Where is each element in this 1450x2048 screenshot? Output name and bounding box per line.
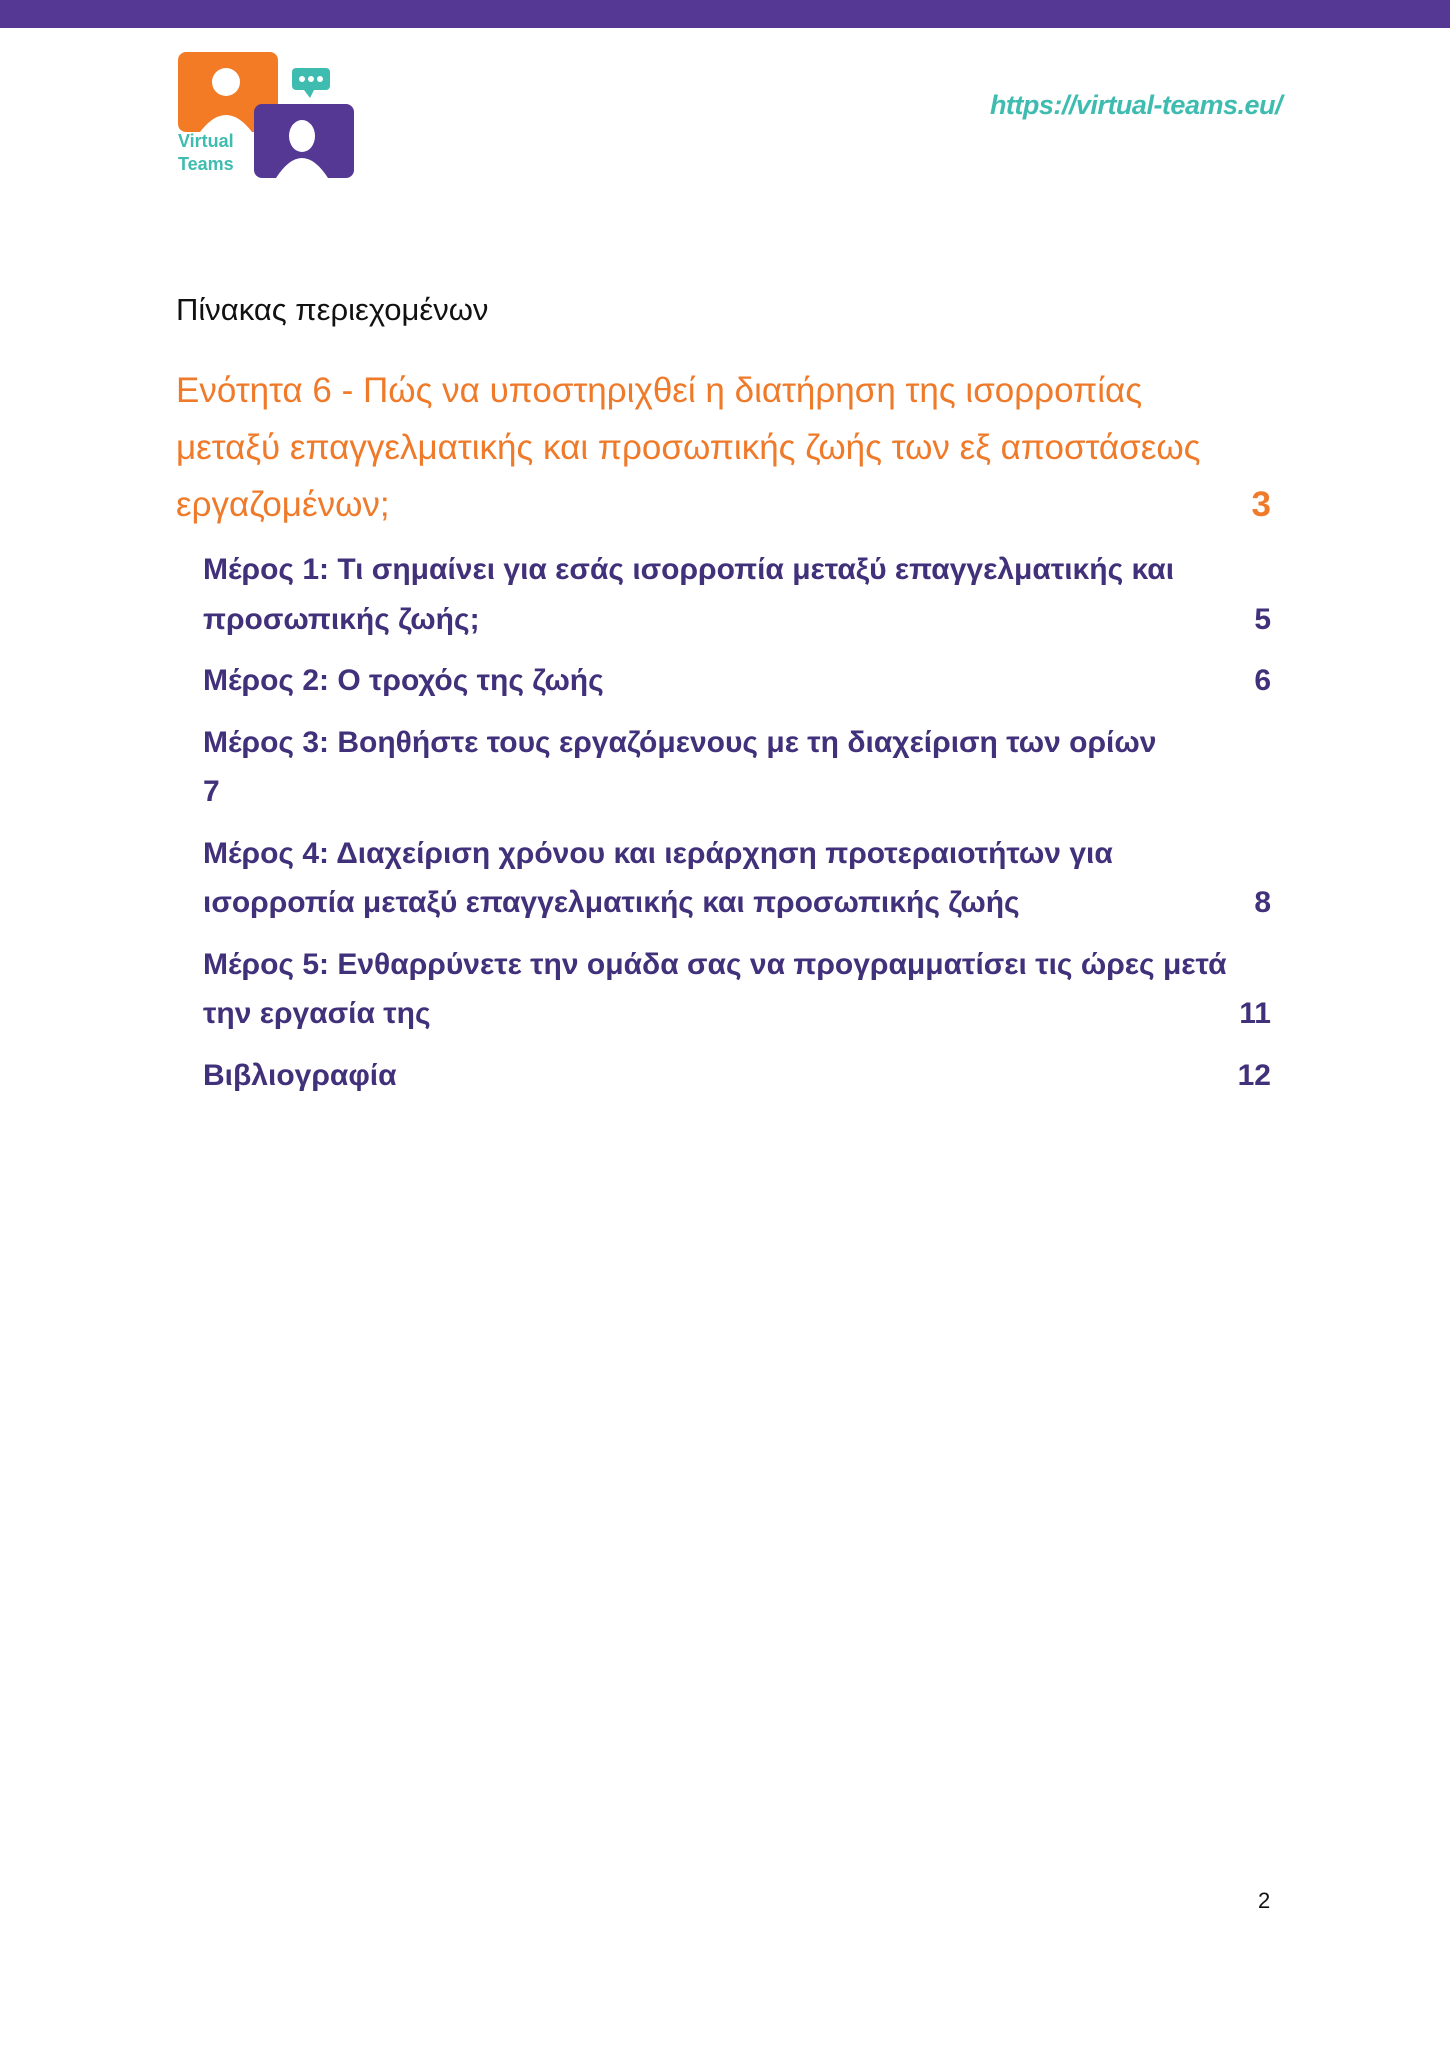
toc-entry-text: Μέρος 5: Ενθαρρύνετε την ομάδα σας να προγραμματίσει τις ώρες μετά την εργασία της xyxy=(203,947,1227,1030)
virtual-teams-logo xyxy=(178,52,354,178)
toc-title: Πίνακας περιεχομένων xyxy=(176,292,489,327)
toc-entry[interactable] xyxy=(203,1051,1271,1101)
table-of-contents xyxy=(176,362,1271,1100)
toc-page-number: 3 xyxy=(1251,485,1271,524)
toc-entry-text: Μέρος 4: Διαχείριση χρόνου και ιεράρχηση προτεραιοτήτων για ισορροπία μεταξύ επαγγελματικής και προσωπικής ζωής xyxy=(203,836,1113,919)
page-number: 2 xyxy=(1258,1888,1271,1913)
toc-entry-section-6[interactable] xyxy=(176,362,1271,533)
toc-entry[interactable] xyxy=(203,940,1271,1039)
toc-entry[interactable] xyxy=(203,656,1271,706)
toc-entry[interactable] xyxy=(203,545,1271,644)
toc-page-number: 6 xyxy=(1254,664,1271,697)
toc-entry-text: Μέρος 3: Βοηθήστε τους εργαζόμενους με τη διαχείριση των ορίων xyxy=(203,725,1157,759)
toc-page-number: 7 xyxy=(203,775,220,808)
toc-page-number: 5 xyxy=(1254,602,1271,636)
toc-page-number: 11 xyxy=(1239,997,1271,1030)
toc-entry-text: Ενότητα 6 - Πώς να υποστηριχθεί η διατήρηση της ισορροπίας μεταξύ επαγγελματικής και προσωπικής ζωής των εξ αποστάσεως εργαζομένων; xyxy=(176,371,1201,524)
toc-entry-text: Βιβλιογραφία xyxy=(203,1058,397,1092)
website-url-link[interactable]: https://virtual-teams.eu/ xyxy=(989,90,1282,120)
toc-entry[interactable] xyxy=(203,829,1271,928)
svg-text:Virtual: Virtual xyxy=(178,131,234,151)
toc-page-number: 8 xyxy=(1254,886,1271,919)
toc-entry[interactable] xyxy=(203,718,1271,817)
toc-entry-text: Μέρος 1: Τι σημαίνει για εσάς ισορροπία μεταξύ επαγγελματικής και προσωπικής ζωής; xyxy=(203,553,1175,636)
svg-text:Teams: Teams xyxy=(178,154,234,174)
header-bar xyxy=(0,0,1450,28)
toc-page-number: 12 xyxy=(1237,1058,1271,1092)
toc-entry-text: Μέρος 2: Ο τροχός της ζωής xyxy=(203,664,604,697)
